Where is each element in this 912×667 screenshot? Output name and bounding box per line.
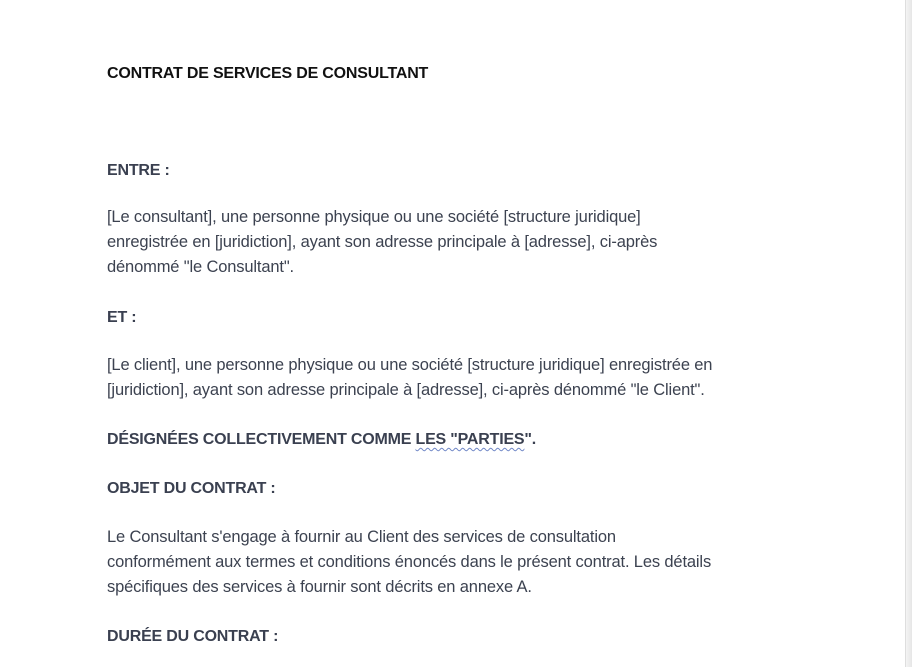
paragraph-line: conformément aux termes et conditions énoncés dans le présent contrat. Les détails [107,553,712,571]
paragraph-line: enregistrée en [juridiction], ayant son adresse principale à [adresse], ci-après [107,233,658,251]
paragraph-consultant [107,205,657,280]
page-edge [905,0,912,667]
heading-parties-suffix: ". [524,431,537,448]
paragraph-line: spécifiques des services à fournir sont décrits en annexe A. [107,578,532,596]
paragraph-line: Le Consultant s'engage à fournir au Client des services de consultation [107,528,616,546]
heading-parties [107,428,536,452]
spellcheck-flagged-text[interactable]: LES "PARTIES [415,431,525,448]
paragraph-line: dénommé "le Consultant". [107,258,294,276]
paragraph-line: [juridiction], ayant son adresse principale à [adresse], ci-après dénommé "le Client". [107,381,705,399]
paragraph-line: [Le client], une personne physique ou une société [structure juridique] enregistrée en [107,356,713,374]
heading-duree: DURÉE DU CONTRAT : [107,628,279,645]
heading-objet: OBJET DU CONTRAT : [107,480,276,497]
heading-et: ET : [107,309,137,326]
paragraph-client [107,353,712,403]
document-title: CONTRAT DE SERVICES DE CONSULTANT [107,65,429,82]
heading-entre: ENTRE : [107,162,170,179]
paragraph-line: [Le consultant], une personne physique ou une société [structure juridique] [107,208,641,226]
heading-parties-prefix: DÉSIGNÉES COLLECTIVEMENT COMME [107,431,416,448]
paragraph-objet [107,525,711,600]
document-body[interactable] [107,62,807,645]
